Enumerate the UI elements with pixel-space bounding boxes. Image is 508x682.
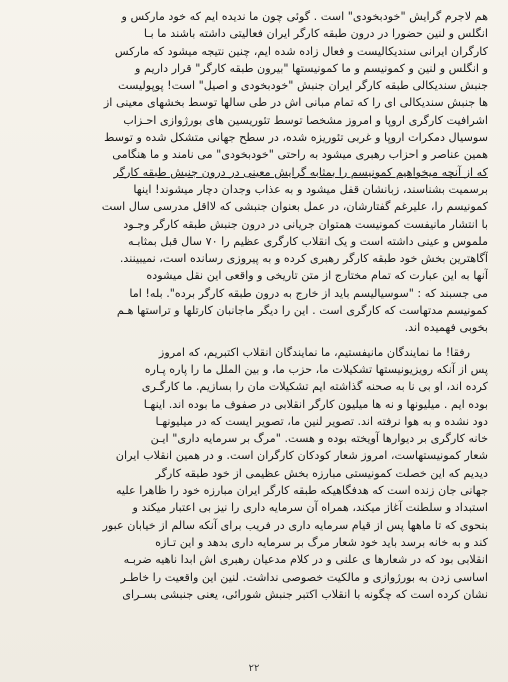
text-line: کمونیسم را، علیرغم گفتارشان، در عمل بعنوان جنبشی که لااقل مدرسی سال است: [101, 200, 488, 214]
paragraph-2: [22, 344, 488, 603]
text-line: و انگلس و لنین و کمونیسم و ما کمونیستها "بیرون طبقه کارگر" قرار داریم و: [135, 61, 488, 75]
text-line: همین عناصر و احزاب رهبری میشود به راحتی "خودبخودی" می نامند و ما هنگامی: [112, 148, 488, 162]
text-line: ها جنبش سندیکالی ای را که تمام مبانی اش در طی سالها توسط بخشهای معینی از: [103, 96, 488, 110]
text-line: نشان کرده است که چگونه با انقلاب اکتبر جنبش شورائی، یعنی جنبشی بسـرای: [122, 587, 488, 601]
text-line: انقلابی بود که در شعارها ی علنی و در کلام مدعیان رهبری اش ابدا ناهیه ضربـه: [123, 553, 488, 567]
text-line: بوده ایم . میلیونها و نه ها میلیون کارگر انقلابی در صفوف ما بوده اند. اینهـا: [143, 397, 488, 411]
paragraph-gap: [22, 337, 488, 344]
text-line: کرده اند، او بی نا به صحنه گذاشته ایم تشکیلات مان را بسازیم. ما کارگـری: [141, 380, 488, 394]
text-line: کارگران ایرانی سندیکالیست و فعال زاده شده ایم، چنین نتیجه میشود که مارکس: [114, 44, 488, 58]
paragraph-1: [22, 8, 488, 337]
text-line: اساسی زدن به بورژوازی و مالکیت خصوصی نداشت. لنین این واقعیت را خاطـر: [120, 570, 488, 584]
text-line: برسمیت بشناسند، زبانشان قفل میشود و به عذاب وجدان دچار میشوند! اینها: [133, 182, 488, 196]
text-line: رفقا! ما نمایندگان مانیفستیم، ما نمایندگان انقلاب اکتبریم، که امروز: [158, 345, 470, 359]
text-line: ملموس و عینی داشته است و یک انقلاب کارگری عظیم را ۷۰ سال قبل بمثابـه: [128, 234, 488, 248]
text-line: شعار کمونیستهاست، امروز شعار کودکان کارگران است. و در همین انقلاب ایران: [115, 449, 488, 463]
text-line: پس از آنکه رویزیونیستها تشکیلات ما، حزب ما، و بین الملل ما را پاره پـاره: [144, 362, 488, 376]
text-line: آگاهترین بخش خود طبقه کارگر رهبری کرده و به پیروزی رسانده است، نمیبینند.: [119, 252, 488, 266]
text-line: دیدیم که این خصلت کمونیستی مبارزه بخش عظیمی از خود طبقه کارگر: [155, 466, 488, 480]
text-line: کند و به خانه برسد باید خود شعار مرگ بر سرمایه داری بدهد و این تـازه: [155, 535, 488, 549]
text-line: هم لاجرم گرایش "خودبخودی" است . گوئی چون ما ندیده ایم که خود مارکس و: [121, 10, 488, 23]
text-line: با انتشار مانیفست کمونیست همتوان جریانی در درون جنبش طبقه کارگر وجـود: [123, 217, 488, 231]
text-line: استبداد و سلطنت آغاز میکند، همراه آن سرمایه داری را نیز بی اعتبار میکند و: [132, 501, 488, 515]
underlined-text-line: که از آنچه میخواهیم کمونیسم را بمثابه گرایش معینی در درون جنبش طبقه کارگر: [113, 165, 488, 179]
text-line: دود نشده و به هوا نرفته اند. تصویر لنین ما، تصویر ایست که در میلیونهـا: [155, 414, 488, 428]
text-line: بنحوی که تا ماهها پس از قیام سرمایه داری در فریب برای آنکه سالم از خیابان عبور: [102, 518, 488, 532]
text-line: جهانی جان زنده است که هدفگاهیکه طبقه کارگر ایران مبارزه خود را ظاهرا علیه: [115, 484, 488, 498]
text-line: بخوبی فهمیده اند.: [404, 321, 488, 335]
text-line: خانه کارگری بر دیوارها آویخته بوده و هست. "مرگ بر سرمایه داری" ایـن: [150, 432, 488, 446]
text-line: اشرافیت کارگری اروپا و امروز مشخصا توسط تئوریسین های بورژوازی احـزاب: [123, 113, 488, 127]
text-line: جنبش سندیکالی طبقه کارگر ایران جنبش "خودبخودی و اصیل" است! پوپولیست: [118, 79, 488, 93]
text-line: انگلس و لنین حضورا در درون طبقه کارگر ایران فعالیتی داشته باشند ما بـا: [143, 27, 488, 41]
text-line: سوسیال دمکرات اروپا و غربی تئوریزه شده، در سطح جهانی متشکل شده و توسط: [104, 131, 488, 145]
text-line: آنها به این عبارت که تمام مختارج از متن تاریخی و واقعی این نقل میشوده: [146, 269, 488, 283]
text-line: می جسبند که : "سوسیالیسم باید از خارج به درون طبقه کارگر برده". بله! اما: [129, 286, 488, 300]
text-line: کمونیسم مدتهاست که کارگری است . این را دیگر ماجانبان کارتلها و تراستها هـم: [116, 304, 488, 318]
page-number: ۲۲: [248, 663, 260, 674]
